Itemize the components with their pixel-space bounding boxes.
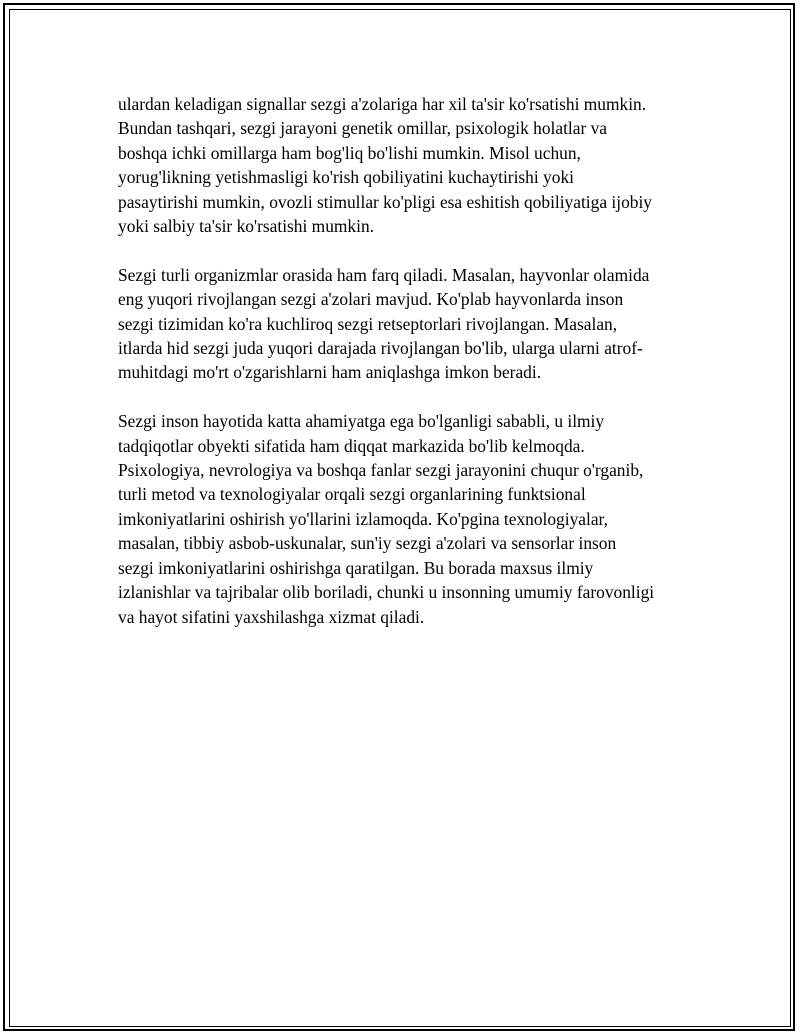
text-line: izlanishlar va tajribalar olib boriladi, chunki u insonning umumiy farovonligi bbox=[118, 582, 655, 603]
text-line: yoki salbiy ta'sir ko'rsatishi mumkin. bbox=[118, 216, 375, 237]
text-line: tadqiqotlar obyekti sifatida ham diqqat markazida bo'lib kelmoqda. bbox=[118, 435, 585, 456]
text-line: Bundan tashqari, sezgi jarayoni genetik omillar, psixologik holatlar va bbox=[118, 118, 608, 139]
text-line: imkoniyatlarini oshirish yo'llarini izlamoqda. Ko'pgina texnologiyalar, bbox=[118, 508, 608, 529]
text-line: masalan, tibbiy asbob-uskunalar, sun'iy sezgi a'zolari va sensorlar inson bbox=[118, 533, 617, 554]
document-body bbox=[118, 92, 698, 653]
text-line: Psixologiya, nevrologiya va boshqa fanlar sezgi jarayonini chuqur o'rganib, bbox=[118, 460, 644, 481]
text-line: eng yuqori rivojlangan sezgi a'zolari mavjud. Ko'plab hayvonlarda inson bbox=[118, 289, 624, 310]
text-line: ulardan keladigan signallar sezgi a'zolariga har xil ta'sir ko'rsatishi mumkin. bbox=[118, 94, 647, 114]
text-line: turli metod va texnologiyalar orqali sezgi organlarining funktsional bbox=[118, 484, 586, 505]
text-line: sezgi tizimidan ko'ra kuchliroq sezgi retseptorlari rivojlangan. Masalan, bbox=[118, 313, 618, 334]
paragraph-3 bbox=[118, 409, 698, 629]
text-line: va hayot sifatini yaxshilashga xizmat qiladi. bbox=[118, 606, 425, 627]
paragraph-1 bbox=[118, 92, 698, 238]
text-line: pasaytirishi mumkin, ovozli stimullar ko'pligi esa eshitish qobiliyatiga ijobiy bbox=[118, 191, 652, 212]
text-line: Sezgi inson hayotida katta ahamiyatga ega bo'lganligi sababli, u ilmiy bbox=[118, 411, 605, 432]
paragraph-2 bbox=[118, 263, 698, 385]
text-line: boshqa ichki omillarga ham bog'liq bo'lishi mumkin. Misol uchun, bbox=[118, 142, 581, 163]
text-line: Sezgi turli organizmlar orasida ham farq qiladi. Masalan, hayvonlar olamida bbox=[118, 264, 650, 285]
text-line: muhitdagi mo'rt o'zgarishlarni ham aniqlashga imkon beradi. bbox=[118, 362, 542, 383]
text-line: sezgi imkoniyatlarini oshirishga qaratilgan. Bu borada maxsus ilmiy bbox=[118, 557, 594, 578]
text-line: itlarda hid sezgi juda yuqori darajada rivojlangan bo'lib, ularga ularni atrof- bbox=[118, 338, 643, 359]
text-line: yorug'likning yetishmasligi ko'rish qobiliyatini kuchaytirishi yoki bbox=[118, 167, 574, 188]
